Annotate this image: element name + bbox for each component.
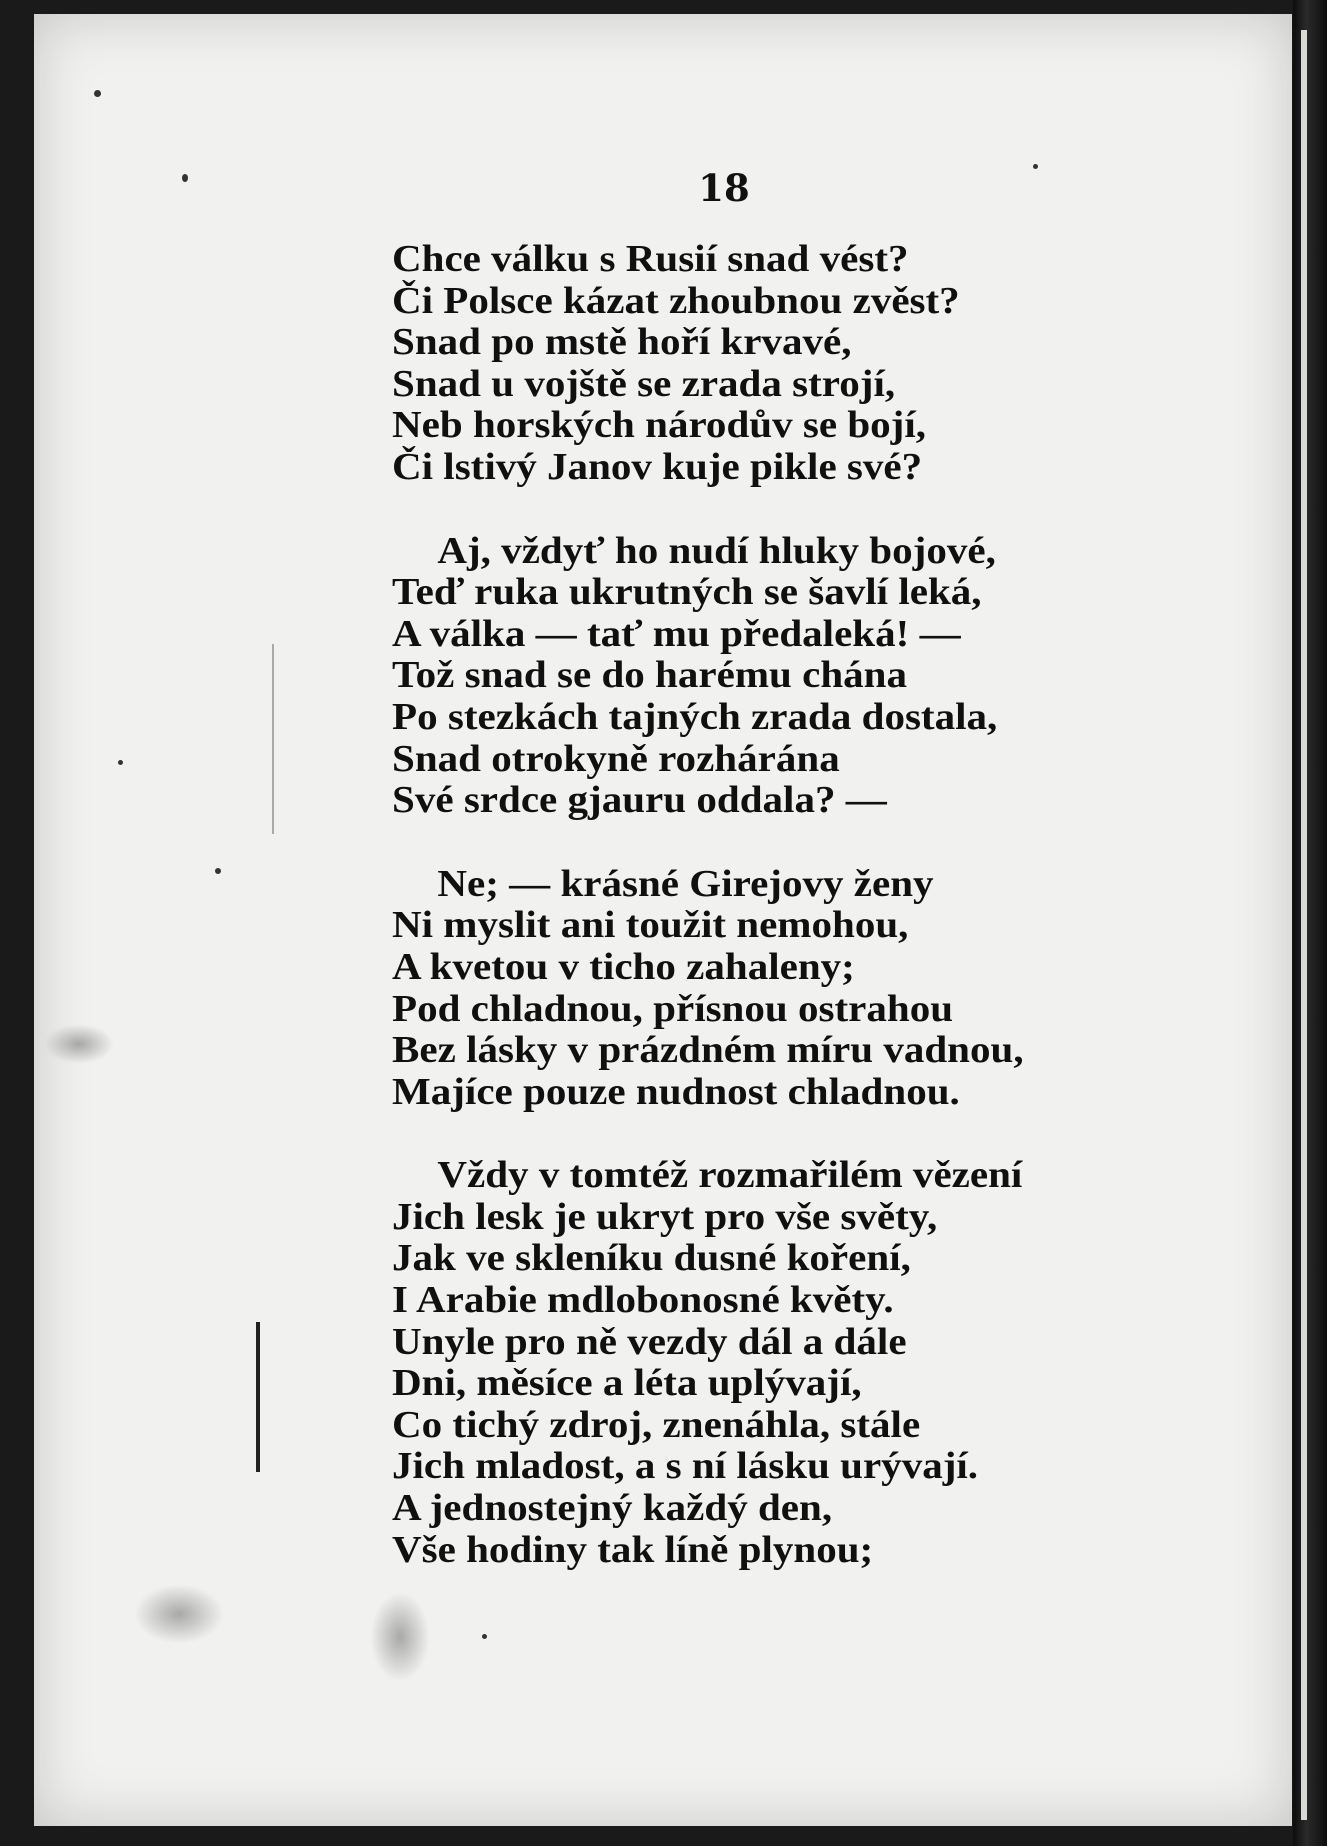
- verse-line: A kvetou v ticho zahaleny;: [392, 945, 855, 988]
- verse-line: Po stezkách tajných zrada dostala,: [392, 695, 998, 738]
- scan-speck: [215, 868, 221, 874]
- verse-line: Teď ruka ukrutných se šavlí leká,: [392, 571, 982, 614]
- verse-line: Bez lásky v prázdném míru vadnou,: [392, 1029, 1024, 1072]
- ink-smudge: [134, 1584, 224, 1644]
- scan-speck: [94, 90, 101, 97]
- verse-line: Vše hodiny tak líně plynou;: [392, 1528, 874, 1571]
- verse-line: Ni myslit ani toužit nemohou,: [392, 904, 909, 947]
- verse-line: Chce válku s Rusií snad vést?: [392, 238, 909, 280]
- margin-mark: [256, 1322, 260, 1472]
- ink-smudge: [44, 1024, 114, 1064]
- verse-line: Jak ve skleníku dusné koření,: [392, 1237, 911, 1280]
- verse-line: Tož snad se do harému chána: [392, 654, 908, 697]
- stanza-4: [392, 1154, 1023, 1571]
- verse-line: Aj, vždyť ho nudí hluky bojové,: [437, 529, 996, 572]
- verse-line: Co tichý zdroj, znenáhla, stále: [392, 1403, 921, 1446]
- scan-speck: [118, 760, 123, 765]
- verse-line: I Arabie mdlobonosné květy.: [392, 1279, 894, 1322]
- verse-line: Či Polsce kázat zhoubnou zvěst?: [392, 279, 960, 322]
- verse-line: Jich mladost, a s ní lásku urývají.: [392, 1445, 979, 1488]
- book-page: [34, 14, 1292, 1826]
- verse-line: A válka — tať mu předaleká! —: [392, 612, 961, 655]
- verse-line: Snad u vojště se zrada strojí,: [392, 362, 896, 405]
- verse-line: Ne; — krásné Girejovy ženy: [437, 862, 934, 905]
- scan-speck: [1033, 164, 1038, 169]
- margin-mark: [272, 644, 274, 834]
- poem-text: [392, 238, 1024, 1613]
- verse-line: Majíce pouze nudnost chladnou.: [392, 1070, 960, 1113]
- verse-line: Dni, měsíce a léta uplývají,: [392, 1362, 862, 1405]
- scan-speck: [182, 174, 188, 182]
- verse-line: Pod chladnou, přísnou ostrahou: [392, 987, 954, 1030]
- verse-line: Unyle pro ně vezdy dál a dále: [392, 1320, 907, 1363]
- verse-line: Snad otrokyně rozhárána: [392, 737, 840, 780]
- verse-line: Snad po mstě hoří krvavé,: [392, 321, 852, 364]
- verse-line: Či lstivý Janov kuje pikle své?: [392, 445, 923, 488]
- scan-dark-edge: [1293, 0, 1327, 1846]
- stanza-2: [392, 529, 998, 822]
- scan-speck: [482, 1634, 487, 1639]
- adjacent-page-edge: [1301, 30, 1307, 1820]
- verse-line: A jednostejný každý den,: [392, 1487, 833, 1530]
- page-number: 18: [698, 166, 750, 210]
- verse-line: Vždy v tomtéž rozmařilém vězení: [437, 1154, 1023, 1197]
- verse-line: Své srdce gjauru oddala? —: [392, 779, 887, 822]
- verse-line: Neb horských národův se bojí,: [392, 404, 927, 447]
- stanza-1: [392, 239, 977, 489]
- stanza-3: [392, 862, 1024, 1114]
- verse-line: Jich lesk je ukryt pro vše světy,: [392, 1195, 938, 1238]
